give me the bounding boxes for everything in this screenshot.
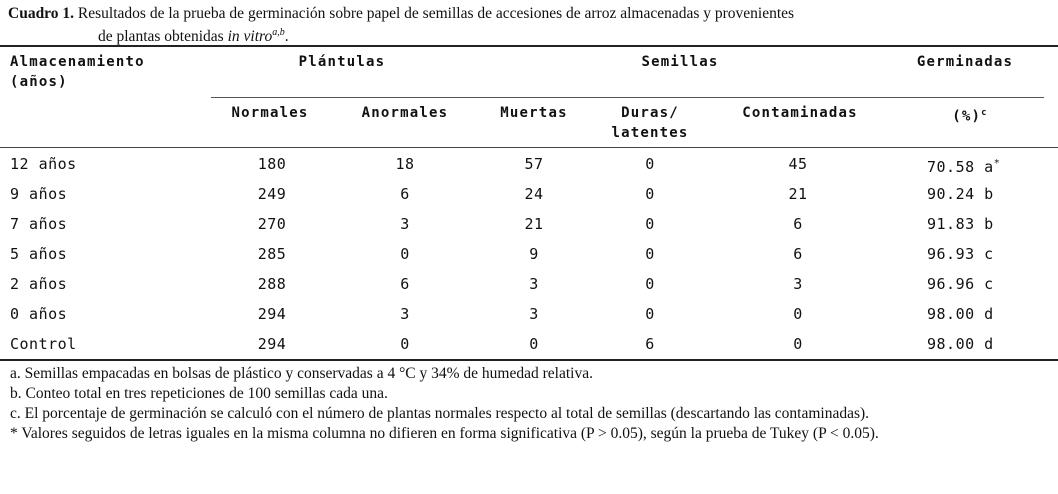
cell-storage: Control — [10, 335, 77, 353]
cell-normales: 288 — [257, 275, 287, 293]
header-col-duras-line2: latentes — [611, 125, 689, 141]
cell-storage: 12 años — [10, 155, 77, 173]
cell-contaminadas: 3 — [793, 275, 803, 293]
cell-anormales: 0 — [400, 245, 410, 263]
cell-duras: 0 — [645, 305, 655, 323]
cell-muertas: 3 — [529, 275, 539, 293]
cell-contaminadas: 0 — [793, 305, 803, 323]
cell-anormales: 18 — [395, 155, 415, 173]
cell-muertas: 0 — [529, 335, 539, 353]
cell-normales: 294 — [257, 305, 287, 323]
cell-anormales: 6 — [400, 185, 410, 203]
cell-duras: 0 — [645, 215, 655, 233]
caption-line-1 — [8, 4, 1048, 23]
cell-contaminadas: 45 — [788, 155, 808, 173]
cell-muertas: 24 — [524, 185, 544, 203]
footnotes — [10, 364, 1044, 444]
header-col-pct — [900, 103, 1040, 127]
cell-contaminadas: 0 — [793, 335, 803, 353]
header-group-plantulas: Plántulas — [298, 54, 386, 70]
group-header-rule — [211, 97, 1044, 98]
header-storage-line1: Almacenamiento — [10, 54, 145, 70]
footnote-c: c. El porcentaje de germinación se calculó con el número de plantas normales respecto al total de semillas (descartando las contaminadas). — [10, 405, 870, 422]
header-col-pct-text: (%) — [952, 108, 982, 125]
header-storage-line2: (años) — [10, 74, 68, 90]
cell-normales: 285 — [257, 245, 287, 263]
footnote-star: * Valores seguidos de letras iguales en la misma columna no difieren en forma significativa (P > 0.05), según la prueba de Tukey (P < 0.05). — [10, 425, 879, 442]
caption-text-1: Resultados de la prueba de germinación sobre papel de semillas de accesiones de arroz almacenadas y provenientes — [74, 5, 795, 22]
cell-germinadas: 90.24 b — [927, 185, 994, 203]
cell-storage: 0 años — [10, 305, 68, 323]
cell-duras: 0 — [645, 155, 655, 173]
caption-text-2: de plantas obtenidas — [98, 28, 228, 46]
caption-line-2 — [8, 23, 1048, 46]
cell-germinadas-value: 70.58 a — [927, 158, 994, 176]
table-top-rule — [0, 45, 1058, 47]
header-storage — [10, 52, 145, 92]
cell-germinadas: 96.96 c — [927, 275, 994, 293]
cell-muertas: 57 — [524, 155, 544, 173]
cell-germinadas-mark: * — [993, 158, 1001, 169]
cell-contaminadas: 6 — [793, 245, 803, 263]
cell-normales: 294 — [257, 335, 287, 353]
cell-germinadas: 98.00 d — [927, 335, 994, 353]
cell-duras: 0 — [645, 185, 655, 203]
header-col-anormales: Anormales — [361, 105, 449, 121]
cell-germinadas: 96.93 c — [927, 245, 994, 263]
cell-storage: 5 años — [10, 245, 68, 263]
cell-anormales: 0 — [400, 335, 410, 353]
cell-duras: 0 — [645, 245, 655, 263]
caption-italic: in vitro — [227, 28, 273, 46]
cell-storage: 7 años — [10, 215, 68, 233]
cell-anormales: 3 — [400, 215, 410, 233]
header-col-normales: Normales — [231, 105, 309, 121]
header-col-muertas: Muertas — [500, 105, 568, 121]
cell-normales: 270 — [257, 215, 287, 233]
cell-duras: 0 — [645, 275, 655, 293]
cell-muertas: 3 — [529, 305, 539, 323]
cell-germinadas: 98.00 d — [927, 305, 994, 323]
cell-muertas: 9 — [529, 245, 539, 263]
cell-duras: 6 — [645, 335, 655, 353]
header-group-germinadas: Germinadas — [916, 54, 1014, 70]
table-caption — [8, 4, 1048, 46]
cell-muertas: 21 — [524, 215, 544, 233]
caption-superscript: a,b — [272, 27, 285, 38]
header-col-duras — [595, 103, 705, 143]
cell-contaminadas: 6 — [793, 215, 803, 233]
header-col-contaminadas: Contaminadas — [742, 105, 858, 121]
cell-storage: 2 años — [10, 275, 68, 293]
cell-germinadas: 91.83 b — [927, 215, 994, 233]
footnote-b: b. Conteo total en tres repeticiones de 100 semillas cada una. — [10, 385, 388, 402]
header-group-semillas: Semillas — [641, 54, 719, 70]
cell-germinadas — [927, 149, 1000, 182]
header-col-duras-line1: Duras/ — [621, 105, 679, 121]
header-bottom-rule — [0, 147, 1058, 148]
cell-normales: 180 — [257, 155, 287, 173]
cell-anormales: 3 — [400, 305, 410, 323]
caption-end: . — [284, 28, 289, 46]
cell-storage: 9 años — [10, 185, 68, 203]
table-bottom-rule — [0, 359, 1058, 361]
caption-label: Cuadro 1. — [8, 5, 75, 22]
footnote-a: a. Semillas empacadas en bolsas de plástico y conservadas a 4 °C y 34% de humedad relativa. — [10, 365, 593, 382]
cell-contaminadas: 21 — [788, 185, 808, 203]
header-col-pct-sup: c — [981, 108, 988, 118]
cell-anormales: 6 — [400, 275, 410, 293]
cell-normales: 249 — [257, 185, 287, 203]
